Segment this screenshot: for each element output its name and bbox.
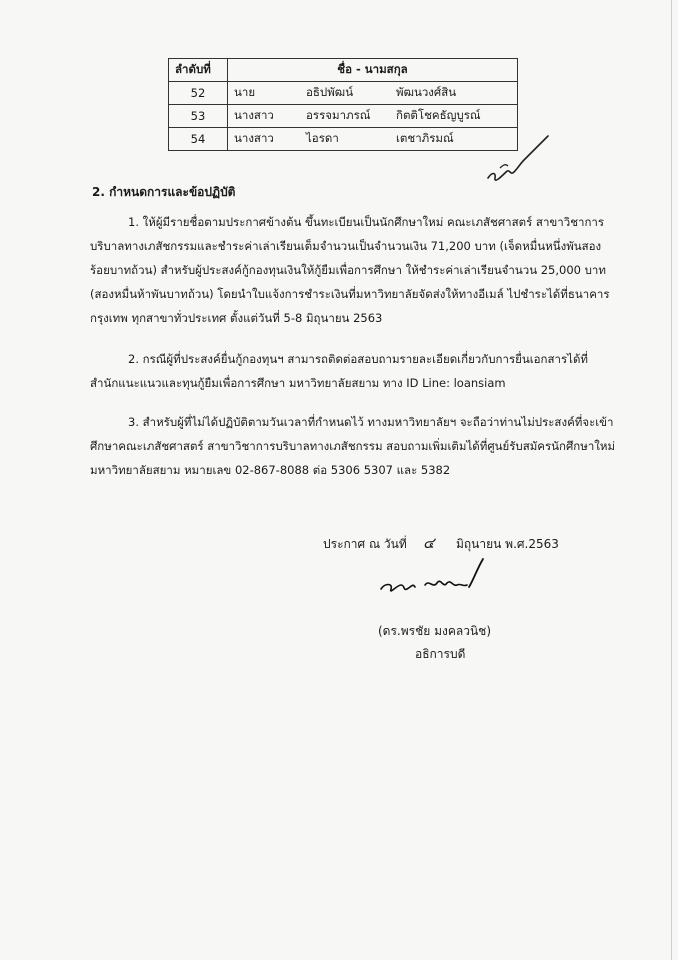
row-number: 53 [169,105,228,128]
para3-line-2: ศึกษาคณะเภสัชศาสตร์ สาขาวิชาการบริบาลทางเภสัชกรรม สอบถามเพิ่มเติมได้ที่ศูนย์รับสมัครนักศึกษาใหม่ [90,439,616,453]
initials-mark-icon [480,128,550,188]
row-title: นางสาว [228,128,301,151]
table-header-row [169,59,518,82]
para1-line-5: กรุงเทพ ทุกสาขาทั่วประเทศ ตั้งแต่วันที่ 5-8 มิถุนายน 2563 [90,311,383,325]
row-number: 52 [169,82,228,105]
table-row [169,82,518,105]
row-last-name: กิตติโชคธัญบูรณ์ [390,105,518,128]
para3-line-3: มหาวิทยาลัยสยาม หมายเลข 02-867-8088 ต่อ 5306 5307 และ 5382 [90,463,451,477]
table-row [169,105,518,128]
header-order: ลำดับที่ [169,59,228,82]
table-row [169,128,518,151]
row-first-name: อรรจมาภรณ์ [300,105,390,128]
para2-line-1: 2. กรณีผู้ที่ประสงค์ยื่นกู้กองทุนฯ สามารถติดต่อสอบถามรายละเอียดเกี่ยวกับการยื่นเอกสารได้ที่ [128,352,589,366]
row-first-name: ไอรดา [300,128,390,151]
row-number: 54 [169,128,228,151]
section-heading: 2. กำหนดการและข้อปฏิบัติ [92,185,236,199]
para2-line-2: สำนักแนะแนวและทุนกู้ยืมเพื่อการศึกษา มหาวิทยาลัยสยาม ทาง ID Line: loansiam [90,376,506,390]
announcement-prefix: ประกาศ ณ วันที่ [323,537,407,551]
row-first-name: อธิปพัฒน์ [300,82,390,105]
row-title: นาย [228,82,301,105]
para1-line-4: (สองหมื่นห้าพันบาทถ้วน) โดยนำใบแจ้งการชำระเงินที่มหาวิทยาลัยจัดส่งให้ทางอีเมล์ ไปชำระได้ที่ธนาคาร [90,287,610,301]
announcement-month-year: มิถุนายน พ.ศ.2563 [456,537,559,551]
para1-line-2: บริบาลทางเภสัชกรรมและชำระค่าเล่าเรียนเต็มจำนวนเป็นจำนวนเงิน 71,200 บาท (เจ็ดหมื่นหนึ่งพันสอง [90,239,602,253]
signatory-name: (ดร.พรชัย มงคลวนิช) [378,624,491,638]
para1-line-3: ร้อยบาทถ้วน) สำหรับผู้ประสงค์กู้กองทุนเงินให้กู้ยืมเพื่อการศึกษา ให้ชำระค่าเล่าเรียนจำนวน 25,000 บาท [90,263,606,277]
signature-icon [375,555,495,605]
header-name: ชื่อ - นามสกุล [228,59,518,82]
para3-line-1: 3. สำหรับผู้ที่ไม่ได้ปฏิบัติตามวันเวลาที่กำหนดไว้ ทางมหาวิทยาลัยฯ จะถือว่าท่านไม่ประสงค์ที่จะเข้า [128,415,614,429]
para1-line-1: 1. ให้ผู้มีรายชื่อตามประกาศข้างต้น ขึ้นทะเบียนเป็นนักศึกษาใหม่ คณะเภสัชศาสตร์ สาขาวิชาการ [128,215,605,229]
signatory-position: อธิการบดี [415,647,466,661]
announcement-day: ๔ [423,534,435,552]
page-edge-line [671,0,672,960]
name-table [168,58,518,151]
row-last-name: พัฒนวงศ์สิน [390,82,518,105]
row-last-name: เตชาภิรมณ์ [390,128,518,151]
row-title: นางสาว [228,105,301,128]
